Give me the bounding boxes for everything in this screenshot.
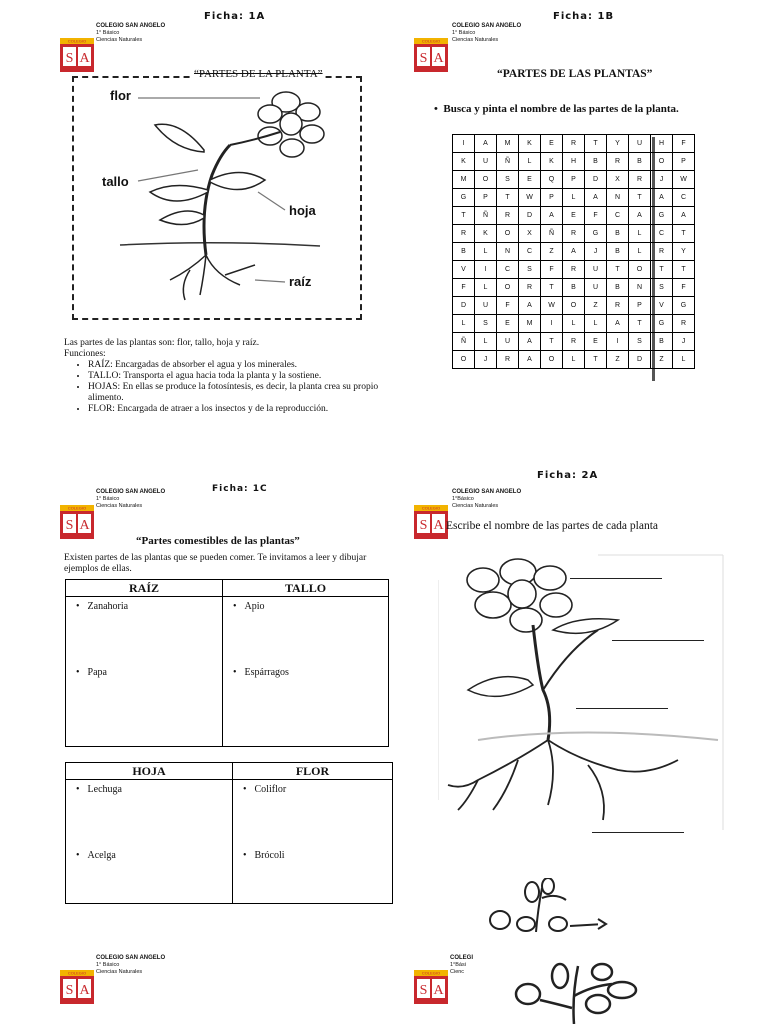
svg-text:A: A xyxy=(433,983,444,998)
school-subject: Ciencias Naturales xyxy=(452,503,499,509)
grid-letter[interactable]: S xyxy=(629,333,651,351)
grid-row xyxy=(453,225,695,243)
food-item: • Papa xyxy=(76,667,107,678)
grid-letter[interactable]: I xyxy=(453,135,475,153)
school-info xyxy=(452,23,521,44)
grid-letter[interactable]: L xyxy=(519,153,541,171)
food-item: • Espárragos xyxy=(233,667,289,678)
grid-letter[interactable]: P xyxy=(475,189,497,207)
grid-letter[interactable]: I xyxy=(475,261,497,279)
answer-line[interactable] xyxy=(612,640,704,641)
grid-row xyxy=(453,279,695,297)
grid-letter[interactable]: T xyxy=(629,189,651,207)
grid-letter[interactable]: D xyxy=(585,171,607,189)
grid-letter[interactable]: R xyxy=(563,261,585,279)
bullet: • xyxy=(434,103,444,115)
grid-letter[interactable]: S xyxy=(475,315,497,333)
instruction-text: Busca y pinta el nombre de las partes de la planta. xyxy=(443,103,679,115)
grid-letter[interactable]: R xyxy=(673,315,695,333)
grid-letter[interactable]: T xyxy=(673,225,695,243)
grid-letter[interactable]: U xyxy=(629,135,651,153)
grid-letter[interactable]: R xyxy=(607,153,629,171)
function-item: • TALLO: Transporta el agua hacia toda la planta y la sostiene. xyxy=(88,371,394,382)
grid-letter[interactable]: P xyxy=(541,189,563,207)
ficha-2a-label: Ficha: 2A xyxy=(537,470,599,481)
grid-letter[interactable]: H xyxy=(563,153,585,171)
word-search-grid xyxy=(452,134,695,369)
grid-letter[interactable]: A xyxy=(563,243,585,261)
grid-letter[interactable]: C xyxy=(673,189,695,207)
ficha-1a-text xyxy=(64,338,394,415)
grid-letter[interactable]: K xyxy=(541,153,563,171)
grid-letter[interactable]: M xyxy=(497,135,519,153)
school-logo xyxy=(414,505,448,544)
svg-text:S: S xyxy=(65,983,74,998)
header-hoja: HOJA xyxy=(66,763,233,780)
school-name: COLEGIO SAN ANGELO xyxy=(96,489,166,495)
grid-letter[interactable]: L xyxy=(629,225,651,243)
grid-letter[interactable]: J xyxy=(673,333,695,351)
answer-line[interactable] xyxy=(592,832,684,833)
school-grade: 1° Básico xyxy=(96,30,120,36)
label-hoja: hoja xyxy=(289,203,316,218)
grid-letter[interactable]: A xyxy=(651,189,673,207)
svg-text:A: A xyxy=(433,51,444,66)
grid-row xyxy=(453,351,695,369)
school-logo xyxy=(60,505,94,544)
svg-text:S: S xyxy=(419,51,428,66)
grid-letter[interactable]: R xyxy=(497,351,519,369)
grid-row xyxy=(453,189,695,207)
grid-letter[interactable]: L xyxy=(585,315,607,333)
ficha-1c-label: Ficha: 1C xyxy=(212,484,268,494)
grid-letter[interactable]: J xyxy=(585,243,607,261)
food-item: • Lechuga xyxy=(76,784,122,795)
grid-letter[interactable]: T xyxy=(585,351,607,369)
food-item: • Brócoli xyxy=(243,850,285,861)
grid-letter[interactable]: C xyxy=(497,261,519,279)
grid-letter[interactable]: Ñ xyxy=(475,207,497,225)
grid-letter[interactable]: S xyxy=(497,171,519,189)
grid-letter[interactable]: B xyxy=(607,225,629,243)
grid-letter[interactable]: Q xyxy=(541,171,563,189)
grid-letter[interactable]: R xyxy=(607,297,629,315)
ficha-1b-label: Ficha: 1B xyxy=(553,11,615,22)
grid-letter[interactable]: D xyxy=(519,207,541,225)
grid-letter[interactable]: S xyxy=(651,279,673,297)
grid-letter[interactable]: T xyxy=(651,261,673,279)
function-item: • FLOR: Encargada de atraer a los insectos y de la reproducción. xyxy=(88,404,394,415)
svg-text:S: S xyxy=(65,51,74,66)
label-tallo: tallo xyxy=(102,174,129,189)
grid-letter[interactable]: J xyxy=(651,171,673,189)
grid-letter[interactable]: A xyxy=(607,315,629,333)
school-grade: 1° Básico xyxy=(96,962,120,968)
school-name: COLEGIO SAN ANGELO xyxy=(452,489,522,495)
grid-letter[interactable]: L xyxy=(629,243,651,261)
grid-letter[interactable]: N xyxy=(497,243,519,261)
grid-letter[interactable]: G xyxy=(651,207,673,225)
grid-letter[interactable]: G xyxy=(651,315,673,333)
grid-letter[interactable]: N xyxy=(629,279,651,297)
grid-letter[interactable]: A xyxy=(475,135,497,153)
grid-letter[interactable]: D xyxy=(453,297,475,315)
grid-letter[interactable]: W xyxy=(673,171,695,189)
grid-letter[interactable]: R xyxy=(563,333,585,351)
svg-text:COLEGIO: COLEGIO xyxy=(67,970,87,976)
grid-letter[interactable]: L xyxy=(563,315,585,333)
grid-letter[interactable]: D xyxy=(629,351,651,369)
grid-letter[interactable]: C xyxy=(651,225,673,243)
grid-letter[interactable]: T xyxy=(497,189,519,207)
grid-letter[interactable]: K xyxy=(519,135,541,153)
hoja-cell xyxy=(66,780,233,904)
school-info xyxy=(452,489,521,510)
small-plant-drawing xyxy=(486,878,616,932)
grid-letter[interactable]: B xyxy=(563,279,585,297)
svg-text:A: A xyxy=(433,518,444,533)
ficha-2a-instruction: Escribe el nombre de las partes de cada planta xyxy=(446,520,659,532)
grid-letter[interactable]: Y xyxy=(673,243,695,261)
grid-row xyxy=(453,333,695,351)
ficha-1a-label: Ficha: 1A xyxy=(204,11,266,22)
school-logo xyxy=(414,38,448,77)
raiz-cell xyxy=(66,597,223,747)
grid-letter[interactable]: E xyxy=(519,171,541,189)
grid-letter[interactable]: R xyxy=(453,225,475,243)
grid-letter[interactable]: R xyxy=(629,171,651,189)
food-item: • Apio xyxy=(233,601,265,612)
grid-letter[interactable]: P xyxy=(563,171,585,189)
school-logo xyxy=(60,970,94,1009)
grid-row xyxy=(453,207,695,225)
grid-letter[interactable]: F xyxy=(497,297,519,315)
grid-letter[interactable]: B xyxy=(607,279,629,297)
svg-text:COLEGIO: COLEGIO xyxy=(67,505,87,511)
school-info xyxy=(96,955,165,976)
grid-letter[interactable]: O xyxy=(475,171,497,189)
grid-row xyxy=(453,315,695,333)
svg-text:S: S xyxy=(419,983,428,998)
tallo-cell xyxy=(223,597,389,747)
plant-drawing-2a xyxy=(438,550,728,840)
ficha-1c-intro: Existen partes de las plantas que se pueden comer. Te invitamos a leer y dibujar ejemplos de ellas. xyxy=(64,553,367,574)
grid-letter[interactable]: B xyxy=(453,243,475,261)
ficha-1b-instruction xyxy=(434,103,679,115)
intro-text: Las partes de las plantas son: flor, tallo, hoja y raíz. xyxy=(64,338,260,348)
svg-text:S: S xyxy=(419,518,428,533)
grid-letter[interactable]: R xyxy=(563,135,585,153)
grid-letter[interactable]: E xyxy=(541,135,563,153)
grid-row xyxy=(453,243,695,261)
flor-cell xyxy=(233,780,393,904)
grid-letter[interactable]: F xyxy=(673,279,695,297)
grid-letter[interactable]: T xyxy=(585,135,607,153)
label-raiz: raíz xyxy=(289,274,312,289)
grid-row xyxy=(453,153,695,171)
grid-letter[interactable]: A xyxy=(519,297,541,315)
grid-letter[interactable]: R xyxy=(563,225,585,243)
grid-letter[interactable]: A xyxy=(519,333,541,351)
ficha-1b-title: “PARTES DE LAS PLANTAS” xyxy=(497,68,653,80)
grid-letter[interactable]: Z xyxy=(607,351,629,369)
school-grade: 1° Básico xyxy=(452,30,476,36)
grid-letter[interactable]: O xyxy=(497,279,519,297)
school-logo xyxy=(60,38,94,77)
function-item: • RAÍZ: Encargadas de absorber el agua y los minerales. xyxy=(88,360,394,371)
grid-letter[interactable]: C xyxy=(519,243,541,261)
grid-letter[interactable]: R xyxy=(651,243,673,261)
school-grade: 1°Bási xyxy=(450,962,466,968)
grid-row xyxy=(453,135,695,153)
svg-text:A: A xyxy=(79,51,90,66)
school-subject: Cienc xyxy=(450,969,465,975)
grid-letter[interactable]: O xyxy=(497,225,519,243)
grid-letter[interactable]: G xyxy=(673,297,695,315)
grid-letter[interactable]: L xyxy=(475,279,497,297)
svg-text:COLEGIO: COLEGIO xyxy=(421,38,441,44)
grid-letter[interactable]: Ñ xyxy=(541,225,563,243)
grid-letter[interactable]: M xyxy=(519,315,541,333)
header-tallo: TALLO xyxy=(223,580,389,597)
grid-letter[interactable]: R xyxy=(497,207,519,225)
grid-letter[interactable]: U xyxy=(497,333,519,351)
header-flor: FLOR xyxy=(233,763,393,780)
school-subject: Ciencias Naturales xyxy=(96,503,143,509)
grid-letter[interactable]: U xyxy=(585,279,607,297)
grid-letter[interactable]: U xyxy=(475,153,497,171)
svg-text:S: S xyxy=(65,518,74,533)
grid-letter[interactable]: O xyxy=(453,351,475,369)
grid-letter[interactable]: P xyxy=(629,297,651,315)
grid-letter[interactable]: P xyxy=(673,153,695,171)
grid-letter[interactable]: V xyxy=(651,297,673,315)
grid-letter[interactable]: L xyxy=(673,351,695,369)
function-item: • HOJAS: En ellas se produce la fotosíntesis, es decir, la planta crea su propio alimento. xyxy=(88,382,394,404)
grid-letter[interactable]: T xyxy=(607,261,629,279)
grid-letter[interactable]: L xyxy=(563,189,585,207)
grid-letter[interactable]: T xyxy=(673,261,695,279)
grid-letter[interactable]: B xyxy=(651,333,673,351)
school-name: COLEGIO SAN ANGELO xyxy=(96,23,166,29)
grid-letter[interactable]: F xyxy=(585,207,607,225)
grid-letter[interactable]: O xyxy=(541,351,563,369)
grid-letter[interactable]: M xyxy=(453,171,475,189)
grid-letter[interactable]: A xyxy=(673,207,695,225)
school-grade: 1° Básico xyxy=(96,496,120,502)
grid-letter[interactable]: E xyxy=(497,315,519,333)
ficha-1a-title: “PARTES DE LA PLANTA” xyxy=(194,68,323,80)
svg-text:COLEGIO: COLEGIO xyxy=(421,505,441,511)
grid-letter[interactable]: L xyxy=(453,315,475,333)
grid-row xyxy=(453,297,695,315)
grid-letter[interactable]: O xyxy=(629,261,651,279)
school-subject: Ciencias Naturales xyxy=(96,969,143,975)
edible-table-1 xyxy=(65,579,389,747)
grid-letter[interactable]: R xyxy=(519,279,541,297)
grid-letter[interactable]: Y xyxy=(607,135,629,153)
grid-letter[interactable]: L xyxy=(475,333,497,351)
school-info xyxy=(450,955,473,976)
grid-letter[interactable]: E xyxy=(563,207,585,225)
header-raiz: RAÍZ xyxy=(66,580,223,597)
grid-letter[interactable]: B xyxy=(585,153,607,171)
school-name: COLEGIO SAN ANGELO xyxy=(452,23,522,29)
label-flor: flor xyxy=(110,88,131,103)
school-name: COLEGIO SAN ANGELO xyxy=(96,955,166,961)
grid-letter[interactable]: T xyxy=(453,207,475,225)
grid-letter[interactable]: T xyxy=(541,279,563,297)
grid-letter[interactable]: B xyxy=(607,243,629,261)
grid-letter[interactable]: T xyxy=(629,315,651,333)
grid-letter[interactable]: U xyxy=(475,297,497,315)
school-subject: Ciencias Naturales xyxy=(96,37,143,43)
grid-letter[interactable]: K xyxy=(453,153,475,171)
grid-letter[interactable]: O xyxy=(651,153,673,171)
edible-table-2 xyxy=(65,762,393,904)
grid-letter[interactable]: N xyxy=(607,189,629,207)
school-info xyxy=(96,23,165,44)
grid-letter[interactable]: F xyxy=(453,279,475,297)
school-subject: Ciencias Naturales xyxy=(452,37,499,43)
answer-line[interactable] xyxy=(576,708,668,709)
grid-letter[interactable]: X xyxy=(519,225,541,243)
answer-line[interactable] xyxy=(570,578,662,579)
grid-letter[interactable]: K xyxy=(475,225,497,243)
grid-row xyxy=(453,171,695,189)
grid-letter[interactable]: Z xyxy=(651,351,673,369)
svg-text:COLEGIO: COLEGIO xyxy=(421,970,441,976)
school-logo xyxy=(414,970,448,1009)
school-grade: 1°Básico xyxy=(452,496,474,502)
grid-letter[interactable]: H xyxy=(651,135,673,153)
grid-letter[interactable]: J xyxy=(475,351,497,369)
grid-letter[interactable]: W xyxy=(541,297,563,315)
food-item: • Zanahoria xyxy=(76,601,128,612)
grid-letter[interactable]: A xyxy=(541,207,563,225)
grid-letter[interactable]: V xyxy=(453,261,475,279)
grid-letter[interactable]: L xyxy=(475,243,497,261)
svg-text:A: A xyxy=(79,983,90,998)
functions-label: Funciones: xyxy=(64,349,106,359)
grid-letter[interactable]: I xyxy=(607,333,629,351)
grid-letter[interactable]: O xyxy=(563,297,585,315)
grid-letter[interactable]: F xyxy=(541,261,563,279)
ficha-1c-title: “Partes comestibles de las plantas” xyxy=(136,535,300,547)
grid-letter[interactable]: F xyxy=(673,135,695,153)
svg-text:A: A xyxy=(79,518,90,533)
grid-letter[interactable]: G xyxy=(453,189,475,207)
school-info xyxy=(96,489,165,510)
grid-letter[interactable]: E xyxy=(585,333,607,351)
grid-letter[interactable]: W xyxy=(519,189,541,207)
grid-letter[interactable]: I xyxy=(541,315,563,333)
grid-letter[interactable]: S xyxy=(519,261,541,279)
plant-drawing-bottom xyxy=(512,956,652,1024)
grid-letter[interactable]: T xyxy=(541,333,563,351)
svg-text:COLEGIO: COLEGIO xyxy=(67,38,87,44)
grid-letter[interactable]: Ñ xyxy=(497,153,519,171)
grid-letter[interactable]: A xyxy=(629,207,651,225)
grid-letter[interactable]: B xyxy=(629,153,651,171)
school-name: COLEGI xyxy=(450,955,474,961)
food-item: • Coliflor xyxy=(243,784,286,795)
grid-letter[interactable]: Ñ xyxy=(453,333,475,351)
grid-letter[interactable]: U xyxy=(585,261,607,279)
grid-letter[interactable]: A xyxy=(585,189,607,207)
grid-letter[interactable]: G xyxy=(585,225,607,243)
grid-letter[interactable]: X xyxy=(607,171,629,189)
grid-letter[interactable]: Z xyxy=(585,297,607,315)
grid-letter[interactable]: Z xyxy=(541,243,563,261)
grid-letter[interactable]: C xyxy=(607,207,629,225)
food-item: • Acelga xyxy=(76,850,116,861)
grid-letter[interactable]: L xyxy=(563,351,585,369)
grid-row xyxy=(453,261,695,279)
grid-letter[interactable]: A xyxy=(519,351,541,369)
